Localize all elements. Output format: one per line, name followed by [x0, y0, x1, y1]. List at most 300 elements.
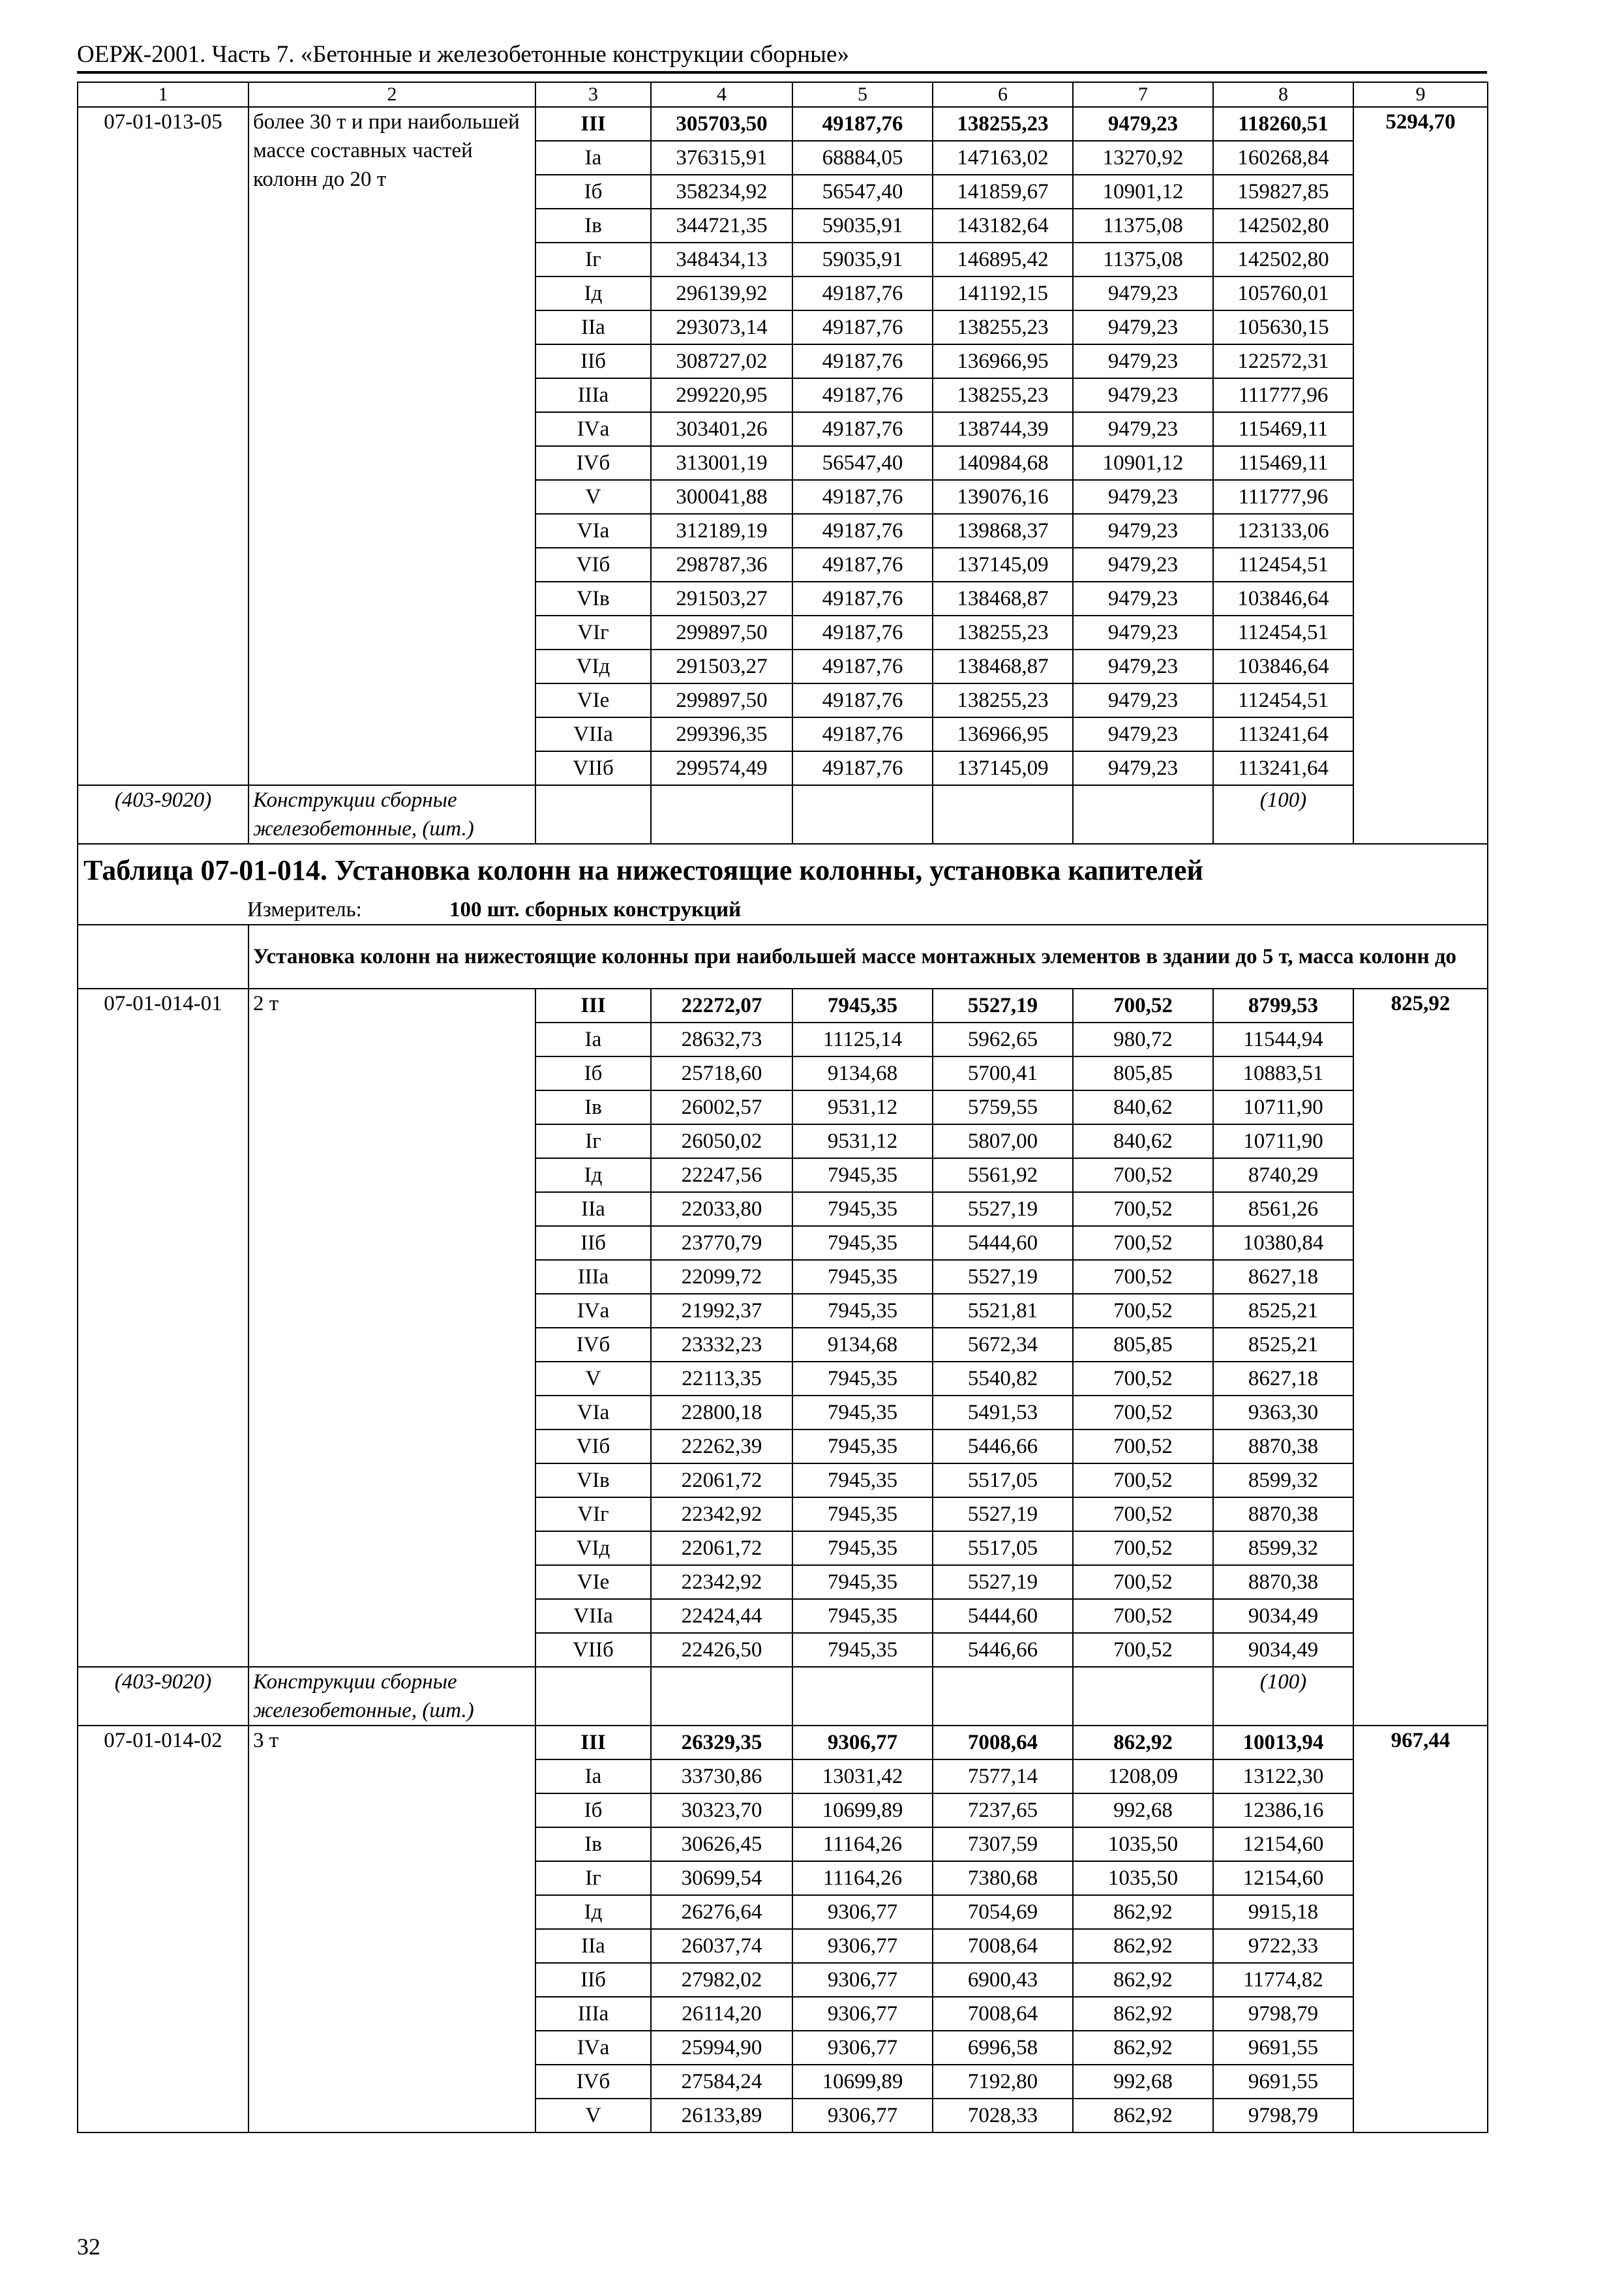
price-cell: 9479,23 — [1073, 548, 1213, 582]
price-cell: 303401,26 — [651, 412, 792, 446]
price-cell: 5446,66 — [933, 1429, 1073, 1463]
price-cell: 8599,32 — [1213, 1531, 1353, 1565]
column-number-5: 5 — [792, 82, 933, 107]
price-cell: 9479,23 — [1073, 582, 1213, 616]
resource-code: (403-9020) — [78, 1667, 248, 1726]
price-cell: 5527,19 — [933, 1497, 1073, 1531]
meter-label: Измеритель: — [247, 898, 362, 921]
zone-cell: IIб — [535, 1963, 651, 1997]
zone-cell: III — [535, 107, 651, 141]
zone-cell: VIд — [535, 650, 651, 683]
zone-cell: VIв — [535, 582, 651, 616]
price-cell: 9798,79 — [1213, 2099, 1353, 2132]
price-cell: 138255,23 — [933, 616, 1073, 650]
zone-cell: Iв — [535, 1090, 651, 1124]
price-cell: 9479,23 — [1073, 412, 1213, 446]
price-cell: 9531,12 — [792, 1090, 933, 1124]
price-cell: 112454,51 — [1213, 616, 1353, 650]
price-cell: 9479,23 — [1073, 310, 1213, 344]
price-cell: 56547,40 — [792, 446, 933, 480]
price-cell: 23332,23 — [651, 1328, 792, 1362]
price-cell: 137145,09 — [933, 548, 1073, 582]
price-cell: 141192,15 — [933, 277, 1073, 310]
price-cell: 7945,35 — [792, 1429, 933, 1463]
zone-cell: IVа — [535, 412, 651, 446]
price-cell: 862,92 — [1073, 2031, 1213, 2065]
price-cell: 5446,66 — [933, 1633, 1073, 1667]
price-cell: 862,92 — [1073, 1997, 1213, 2031]
rate-row — [78, 1726, 1488, 1759]
price-cell: 298787,36 — [651, 548, 792, 582]
price-cell: 7945,35 — [792, 1396, 933, 1429]
price-cell: 305703,50 — [651, 107, 792, 141]
column-number-8: 8 — [1213, 82, 1353, 107]
price-cell: 11774,82 — [1213, 1963, 1353, 1997]
price-cell: 300041,88 — [651, 480, 792, 514]
zone-cell: IVб — [535, 2065, 651, 2099]
price-cell: 8525,21 — [1213, 1294, 1353, 1328]
price-cell: 5444,60 — [933, 1599, 1073, 1633]
column-number-4: 4 — [651, 82, 792, 107]
price-cell: 49187,76 — [792, 751, 933, 785]
price-cell: 138468,87 — [933, 582, 1073, 616]
column-number-row — [78, 82, 1488, 107]
resource-row — [78, 1667, 1488, 1726]
price-cell: 7945,35 — [792, 1294, 933, 1328]
price-cell: 7945,35 — [792, 1463, 933, 1497]
price-cell: 700,52 — [1073, 1633, 1213, 1667]
price-cell: 10380,84 — [1213, 1226, 1353, 1260]
price-cell: 5700,41 — [933, 1056, 1073, 1090]
zone-cell: Iд — [535, 277, 651, 310]
price-cell: 299897,50 — [651, 616, 792, 650]
price-table-body — [78, 82, 1488, 2132]
zone-cell: VIб — [535, 1429, 651, 1463]
price-cell: 293073,14 — [651, 310, 792, 344]
price-cell: 9306,77 — [792, 1895, 933, 1929]
price-cell: 26114,20 — [651, 1997, 792, 2031]
price-cell: 9479,23 — [1073, 683, 1213, 717]
price-cell: 11544,94 — [1213, 1023, 1353, 1056]
price-cell: 10883,51 — [1213, 1056, 1353, 1090]
zone-cell: IVа — [535, 1294, 651, 1328]
price-cell: 49187,76 — [792, 683, 933, 717]
price-cell: 9134,68 — [792, 1056, 933, 1090]
price-cell: 862,92 — [1073, 1895, 1213, 1929]
zone-cell: VIIа — [535, 1599, 651, 1633]
resource-quantity: (100) — [1213, 785, 1353, 844]
resource-name: Конструкции сборные железобетонные, (шт.) — [248, 1667, 535, 1726]
empty-cell — [651, 785, 792, 844]
rate-description: 2 т — [248, 989, 535, 1667]
price-cell: 111777,96 — [1213, 378, 1353, 412]
price-cell: 10711,90 — [1213, 1090, 1353, 1124]
zone-cell: Iд — [535, 1895, 651, 1929]
price-cell: 7945,35 — [792, 1599, 933, 1633]
col9-value: 967,44 — [1353, 1726, 1488, 2132]
meter-value: 100 шт. сборных конструкций — [449, 898, 742, 921]
price-cell: 7945,35 — [792, 1192, 933, 1226]
price-cell: 103846,64 — [1213, 582, 1353, 616]
price-cell: 28632,73 — [651, 1023, 792, 1056]
price-cell: 7192,80 — [933, 2065, 1073, 2099]
price-cell: 9479,23 — [1073, 514, 1213, 548]
header-divider — [77, 71, 1487, 74]
price-cell: 5521,81 — [933, 1294, 1073, 1328]
column-number-3: 3 — [535, 82, 651, 107]
price-cell: 26037,74 — [651, 1929, 792, 1963]
price-cell: 1035,50 — [1073, 1861, 1213, 1895]
price-cell: 49187,76 — [792, 412, 933, 446]
price-cell: 7008,64 — [933, 1929, 1073, 1963]
resource-name: Конструкции сборные железобетонные, (шт.) — [248, 785, 535, 844]
price-cell: 348434,13 — [651, 243, 792, 277]
subheading-empty — [78, 925, 248, 989]
price-cell: 5527,19 — [933, 1565, 1073, 1599]
resource-quantity: (100) — [1213, 1667, 1353, 1726]
price-cell: 5491,53 — [933, 1396, 1073, 1429]
zone-cell: Iг — [535, 1124, 651, 1158]
column-number-2: 2 — [248, 82, 535, 107]
document-header-title: ОЕРЖ-2001. Часть 7. «Бетонные и железобетонные конструкции сборные» — [77, 41, 849, 68]
price-cell: 9722,33 — [1213, 1929, 1353, 1963]
price-cell: 115469,11 — [1213, 446, 1353, 480]
price-cell: 5517,05 — [933, 1463, 1073, 1497]
price-cell: 137145,09 — [933, 751, 1073, 785]
price-cell: 136966,95 — [933, 717, 1073, 751]
price-cell: 700,52 — [1073, 1396, 1213, 1429]
price-cell: 7945,35 — [792, 1362, 933, 1396]
price-cell: 26133,89 — [651, 2099, 792, 2132]
price-cell: 22061,72 — [651, 1531, 792, 1565]
empty-cell — [933, 785, 1073, 844]
price-cell: 5517,05 — [933, 1531, 1073, 1565]
price-cell: 7008,64 — [933, 1726, 1073, 1759]
price-cell: 11375,08 — [1073, 209, 1213, 243]
zone-cell: VIIб — [535, 1633, 651, 1667]
price-cell: 9306,77 — [792, 2099, 933, 2132]
price-cell: 9479,23 — [1073, 650, 1213, 683]
price-cell: 7945,35 — [792, 1497, 933, 1531]
price-cell: 139868,37 — [933, 514, 1073, 548]
price-cell: 7945,35 — [792, 1565, 933, 1599]
rate-code: 07-01-014-02 — [78, 1726, 248, 2132]
price-cell: 700,52 — [1073, 1362, 1213, 1396]
price-cell: 22342,92 — [651, 1565, 792, 1599]
rate-code: 07-01-013-05 — [78, 107, 248, 785]
price-cell: 7008,64 — [933, 1997, 1073, 2031]
price-cell: 49187,76 — [792, 277, 933, 310]
price-cell: 700,52 — [1073, 1429, 1213, 1463]
price-cell: 160268,84 — [1213, 141, 1353, 175]
price-cell: 111777,96 — [1213, 480, 1353, 514]
price-cell: 7945,35 — [792, 989, 933, 1023]
price-cell: 12154,60 — [1213, 1827, 1353, 1861]
price-cell: 9915,18 — [1213, 1895, 1353, 1929]
price-cell: 139076,16 — [933, 480, 1073, 514]
price-cell: 9306,77 — [792, 1929, 933, 1963]
zone-cell: VIг — [535, 616, 651, 650]
price-cell: 138744,39 — [933, 412, 1073, 446]
price-cell: 49187,76 — [792, 378, 933, 412]
zone-cell: Iа — [535, 141, 651, 175]
price-cell: 112454,51 — [1213, 683, 1353, 717]
price-cell: 7237,65 — [933, 1793, 1073, 1827]
zone-cell: VIIа — [535, 717, 651, 751]
table-title-row — [78, 844, 1488, 897]
rate-description: более 30 т и при наибольшей массе составных частей колонн до 20 т — [248, 107, 535, 785]
empty-cell — [933, 1667, 1073, 1726]
price-cell: 8627,18 — [1213, 1362, 1353, 1396]
price-cell: 9479,23 — [1073, 480, 1213, 514]
price-cell: 142502,80 — [1213, 209, 1353, 243]
price-cell: 7945,35 — [792, 1226, 933, 1260]
price-cell: 49187,76 — [792, 717, 933, 751]
price-cell: 862,92 — [1073, 1726, 1213, 1759]
empty-cell — [1073, 785, 1213, 844]
price-cell: 30626,45 — [651, 1827, 792, 1861]
zone-cell: Iв — [535, 1827, 651, 1861]
price-cell: 22247,56 — [651, 1158, 792, 1192]
price-cell: 313001,19 — [651, 446, 792, 480]
table-subheading: Установка колонн на нижестоящие колонны при наибольшей массе монтажных элементов в здании до 5 т, масса колонн до — [248, 925, 1488, 989]
price-cell: 12154,60 — [1213, 1861, 1353, 1895]
price-cell: 299396,35 — [651, 717, 792, 751]
price-cell: 27982,02 — [651, 1963, 792, 1997]
price-cell: 159827,85 — [1213, 175, 1353, 209]
price-cell: 141859,67 — [933, 175, 1073, 209]
price-cell: 49187,76 — [792, 480, 933, 514]
price-cell: 8740,29 — [1213, 1158, 1353, 1192]
zone-cell: V — [535, 480, 651, 514]
zone-cell: IIIа — [535, 1260, 651, 1294]
price-cell: 22272,07 — [651, 989, 792, 1023]
price-cell: 8525,21 — [1213, 1328, 1353, 1362]
price-cell: 9479,23 — [1073, 277, 1213, 310]
price-cell: 147163,02 — [933, 141, 1073, 175]
price-cell: 22800,18 — [651, 1396, 792, 1429]
price-cell: 700,52 — [1073, 1599, 1213, 1633]
price-cell: 7307,59 — [933, 1827, 1073, 1861]
zone-cell: Iд — [535, 1158, 651, 1192]
price-cell: 291503,27 — [651, 582, 792, 616]
zone-cell: IVб — [535, 1328, 651, 1362]
price-cell: 123133,06 — [1213, 514, 1353, 548]
price-cell: 13031,42 — [792, 1759, 933, 1793]
price-cell: 138255,23 — [933, 107, 1073, 141]
price-cell: 700,52 — [1073, 1463, 1213, 1497]
price-cell: 700,52 — [1073, 989, 1213, 1023]
price-cell: 9306,77 — [792, 1726, 933, 1759]
zone-cell: IIб — [535, 344, 651, 378]
price-cell: 700,52 — [1073, 1497, 1213, 1531]
price-cell: 22426,50 — [651, 1633, 792, 1667]
price-cell: 22424,44 — [651, 1599, 792, 1633]
column-number-6: 6 — [933, 82, 1073, 107]
price-cell: 344721,35 — [651, 209, 792, 243]
zone-cell: V — [535, 2099, 651, 2132]
price-cell: 25994,90 — [651, 2031, 792, 2065]
resource-row — [78, 785, 1488, 844]
price-cell: 6900,43 — [933, 1963, 1073, 1997]
price-cell: 5672,34 — [933, 1328, 1073, 1362]
zone-cell: Iа — [535, 1023, 651, 1056]
price-cell: 105760,01 — [1213, 277, 1353, 310]
price-cell: 9306,77 — [792, 2031, 933, 2065]
price-cell: 9479,23 — [1073, 616, 1213, 650]
price-cell: 33730,86 — [651, 1759, 792, 1793]
price-cell: 6996,58 — [933, 2031, 1073, 2065]
price-cell: 59035,91 — [792, 209, 933, 243]
resource-code: (403-9020) — [78, 785, 248, 844]
price-cell: 122572,31 — [1213, 344, 1353, 378]
price-cell: 138468,87 — [933, 650, 1073, 683]
price-cell: 142502,80 — [1213, 243, 1353, 277]
zone-cell: IIа — [535, 310, 651, 344]
zone-cell: IIа — [535, 1192, 651, 1226]
price-cell: 8870,38 — [1213, 1429, 1353, 1463]
column-number-1: 1 — [78, 82, 248, 107]
price-cell: 358234,92 — [651, 175, 792, 209]
price-cell: 9134,68 — [792, 1328, 933, 1362]
price-cell: 7945,35 — [792, 1531, 933, 1565]
price-cell: 22033,80 — [651, 1192, 792, 1226]
price-cell: 25718,60 — [651, 1056, 792, 1090]
price-cell: 862,92 — [1073, 1963, 1213, 1997]
price-cell: 5527,19 — [933, 1192, 1073, 1226]
zone-cell: IIб — [535, 1226, 651, 1260]
rate-row — [78, 989, 1488, 1023]
price-cell: 118260,51 — [1213, 107, 1353, 141]
price-cell: 11164,26 — [792, 1827, 933, 1861]
empty-cell — [535, 785, 651, 844]
price-cell: 862,92 — [1073, 2099, 1213, 2132]
price-cell: 5527,19 — [933, 1260, 1073, 1294]
price-cell: 113241,64 — [1213, 751, 1353, 785]
column-number-9: 9 — [1353, 82, 1488, 107]
price-cell: 700,52 — [1073, 1226, 1213, 1260]
price-cell: 112454,51 — [1213, 548, 1353, 582]
price-cell: 376315,91 — [651, 141, 792, 175]
price-cell: 30323,70 — [651, 1793, 792, 1827]
price-cell: 59035,91 — [792, 243, 933, 277]
price-cell: 805,85 — [1073, 1328, 1213, 1362]
table-meter-row — [78, 897, 1488, 925]
price-cell: 9363,30 — [1213, 1396, 1353, 1429]
col9-value: 5294,70 — [1353, 107, 1488, 844]
price-cell: 9306,77 — [792, 1997, 933, 2031]
table-meter — [78, 897, 1488, 925]
empty-cell — [792, 1667, 933, 1726]
price-cell: 1035,50 — [1073, 1827, 1213, 1861]
price-cell: 299574,49 — [651, 751, 792, 785]
price-cell: 700,52 — [1073, 1158, 1213, 1192]
price-cell: 115469,11 — [1213, 412, 1353, 446]
price-cell: 8870,38 — [1213, 1497, 1353, 1531]
price-cell: 5561,92 — [933, 1158, 1073, 1192]
price-cell: 9034,49 — [1213, 1599, 1353, 1633]
price-cell: 992,68 — [1073, 2065, 1213, 2099]
price-cell: 9798,79 — [1213, 1997, 1353, 2031]
zone-cell: Iа — [535, 1759, 651, 1793]
rate-row — [78, 107, 1488, 141]
price-cell: 143182,64 — [933, 209, 1073, 243]
price-cell: 9531,12 — [792, 1124, 933, 1158]
price-cell: 700,52 — [1073, 1565, 1213, 1599]
price-cell: 12386,16 — [1213, 1793, 1353, 1827]
price-cell: 49187,76 — [792, 310, 933, 344]
price-cell: 980,72 — [1073, 1023, 1213, 1056]
zone-cell: IVа — [535, 2031, 651, 2065]
price-cell: 9034,49 — [1213, 1633, 1353, 1667]
price-cell: 7945,35 — [792, 1158, 933, 1192]
price-cell: 9479,23 — [1073, 378, 1213, 412]
price-cell: 22113,35 — [651, 1362, 792, 1396]
empty-cell — [792, 785, 933, 844]
price-cell: 26002,57 — [651, 1090, 792, 1124]
price-cell: 26050,02 — [651, 1124, 792, 1158]
zone-cell: III — [535, 989, 651, 1023]
price-cell: 5807,00 — [933, 1124, 1073, 1158]
price-cell: 49187,76 — [792, 344, 933, 378]
price-cell: 22061,72 — [651, 1463, 792, 1497]
zone-cell: Iб — [535, 175, 651, 209]
price-cell: 10901,12 — [1073, 175, 1213, 209]
zone-cell: VIб — [535, 548, 651, 582]
price-cell: 8870,38 — [1213, 1565, 1353, 1599]
price-cell: 10699,89 — [792, 1793, 933, 1827]
price-cell: 22342,92 — [651, 1497, 792, 1531]
price-cell: 1208,09 — [1073, 1759, 1213, 1793]
price-cell: 49187,76 — [792, 582, 933, 616]
price-cell: 10901,12 — [1073, 446, 1213, 480]
price-cell: 27584,24 — [651, 2065, 792, 2099]
price-cell: 49187,76 — [792, 548, 933, 582]
zone-cell: VIе — [535, 683, 651, 717]
price-cell: 26329,35 — [651, 1726, 792, 1759]
price-cell: 9479,23 — [1073, 751, 1213, 785]
price-cell: 8627,18 — [1213, 1260, 1353, 1294]
zone-cell: IIIа — [535, 1997, 651, 2031]
price-cell: 13122,30 — [1213, 1759, 1353, 1793]
price-cell: 30699,54 — [651, 1861, 792, 1895]
price-cell: 138255,23 — [933, 378, 1073, 412]
col9-value: 825,92 — [1353, 989, 1488, 1726]
price-cell: 113241,64 — [1213, 717, 1353, 751]
price-cell: 8599,32 — [1213, 1463, 1353, 1497]
zone-cell: III — [535, 1726, 651, 1759]
price-cell: 7380,68 — [933, 1861, 1073, 1895]
zone-cell: Iг — [535, 1861, 651, 1895]
price-cell: 138255,23 — [933, 310, 1073, 344]
price-table — [77, 82, 1488, 2133]
price-cell: 22099,72 — [651, 1260, 792, 1294]
price-cell: 700,52 — [1073, 1260, 1213, 1294]
price-cell: 10699,89 — [792, 2065, 933, 2099]
price-cell: 312189,19 — [651, 514, 792, 548]
zone-cell: VIа — [535, 1396, 651, 1429]
price-cell: 68884,05 — [792, 141, 933, 175]
price-cell: 136966,95 — [933, 344, 1073, 378]
price-cell: 9306,77 — [792, 1963, 933, 1997]
price-cell: 8799,53 — [1213, 989, 1353, 1023]
price-cell: 7945,35 — [792, 1260, 933, 1294]
price-cell: 10013,94 — [1213, 1726, 1353, 1759]
price-cell: 308727,02 — [651, 344, 792, 378]
empty-cell — [651, 1667, 792, 1726]
price-cell: 5759,55 — [933, 1090, 1073, 1124]
zone-cell: VIа — [535, 514, 651, 548]
